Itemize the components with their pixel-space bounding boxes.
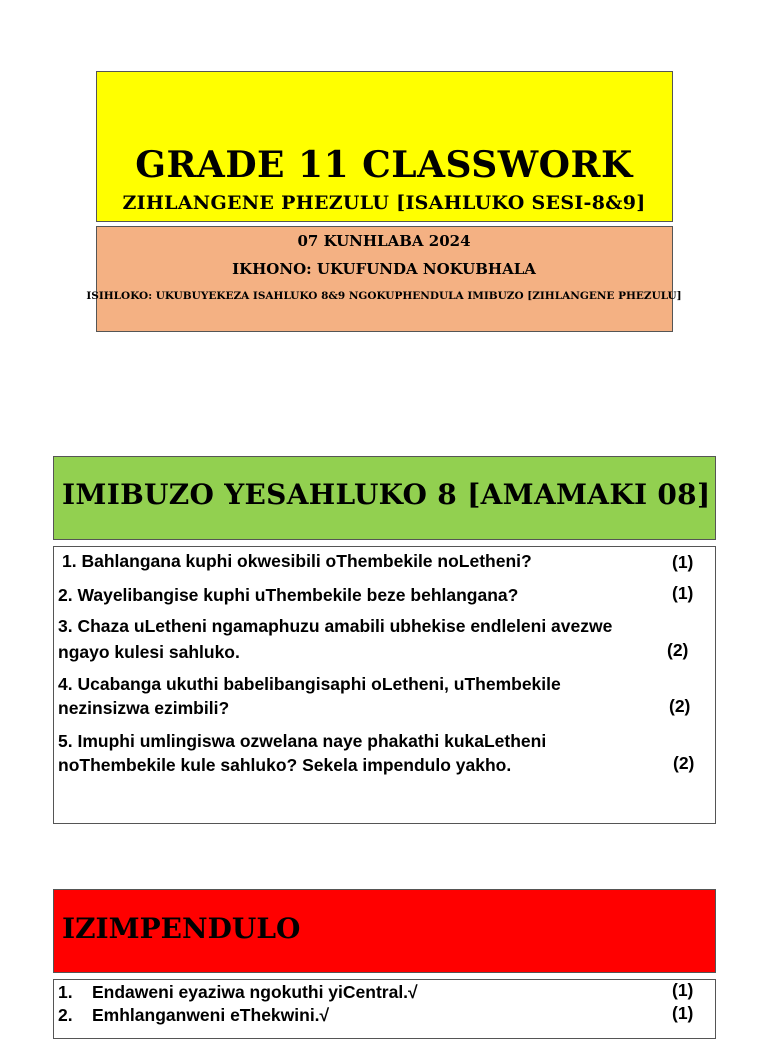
answers-heading: IZIMPENDULO <box>62 912 301 945</box>
answer-2 <box>58 1003 329 1027</box>
question-5 <box>58 729 708 753</box>
question-4-line2 <box>58 696 708 720</box>
answer-text: Emhlanganweni eThekwini.√ <box>92 1005 330 1025</box>
question-text: Wayelibangise kuphi uThembekile beze behlangana? <box>77 585 519 605</box>
question-5-line2 <box>58 753 708 777</box>
lesson-skill: IKHONO: UKUFUNDA NOKUBHALA <box>232 260 536 278</box>
question-number: 4. <box>58 674 73 694</box>
question-3 <box>58 614 708 638</box>
answer-text: Endaweni eyaziwa ngokuthi yiCentral.√ <box>92 982 418 1002</box>
answer-1 <box>58 980 418 1004</box>
question-2 <box>58 583 708 607</box>
question-number: 5. <box>58 731 73 751</box>
questions-heading: IMIBUZO YESAHLUKO 8 [AMAMAKI 08] <box>62 478 711 511</box>
question-1 <box>62 549 712 573</box>
question-mark: (1) <box>672 552 694 572</box>
question-3-line2 <box>58 640 708 664</box>
answer-mark: (1) <box>672 980 694 1000</box>
question-text-line1: Imuphi umlingiswa ozwelana naye phakathi kukaLetheni <box>77 731 547 751</box>
question-text-line1: Chaza uLetheni ngamaphuzu amabili ubhekise endleleni avezwe <box>77 616 613 636</box>
lesson-topic: ISIHLOKO: UKUBUYEKEZA ISAHLUKO 8&9 NGOKUPHENDULA IMIBUZO [ZIHLANGENE PHEZULU] <box>86 290 682 302</box>
question-text: Bahlangana kuphi okwesibili oThembekile noLetheni? <box>81 551 532 571</box>
question-text-line2: noThembekile kule sahluko? Sekela impendulo yakho. <box>58 755 512 775</box>
question-number: 3. <box>58 616 73 636</box>
answer-number: 2. <box>58 1005 73 1025</box>
page-subtitle: ZIHLANGENE PHEZULU [ISAHLUKO SESI-8&9] <box>122 192 646 214</box>
lesson-date: 07 KUNHLABA 2024 <box>297 232 471 250</box>
answer-number: 1. <box>58 982 73 1002</box>
question-mark: (2) <box>673 753 695 773</box>
question-4 <box>58 672 708 696</box>
question-text-line2: ngayo kulesi sahluko. <box>58 642 240 662</box>
answer-mark: (1) <box>672 1003 694 1023</box>
page-title: GRADE 11 CLASSWORK <box>135 144 633 186</box>
question-text-line2: nezinsizwa ezimbili? <box>58 698 230 718</box>
question-mark: (2) <box>667 640 689 660</box>
question-mark: (2) <box>669 696 691 716</box>
question-mark: (1) <box>672 583 694 603</box>
question-number: 2. <box>58 585 73 605</box>
question-text-line1: Ucabanga ukuthi babelibangisaphi oLetheni, uThembekile <box>77 674 561 694</box>
question-number: 1. <box>62 551 77 571</box>
